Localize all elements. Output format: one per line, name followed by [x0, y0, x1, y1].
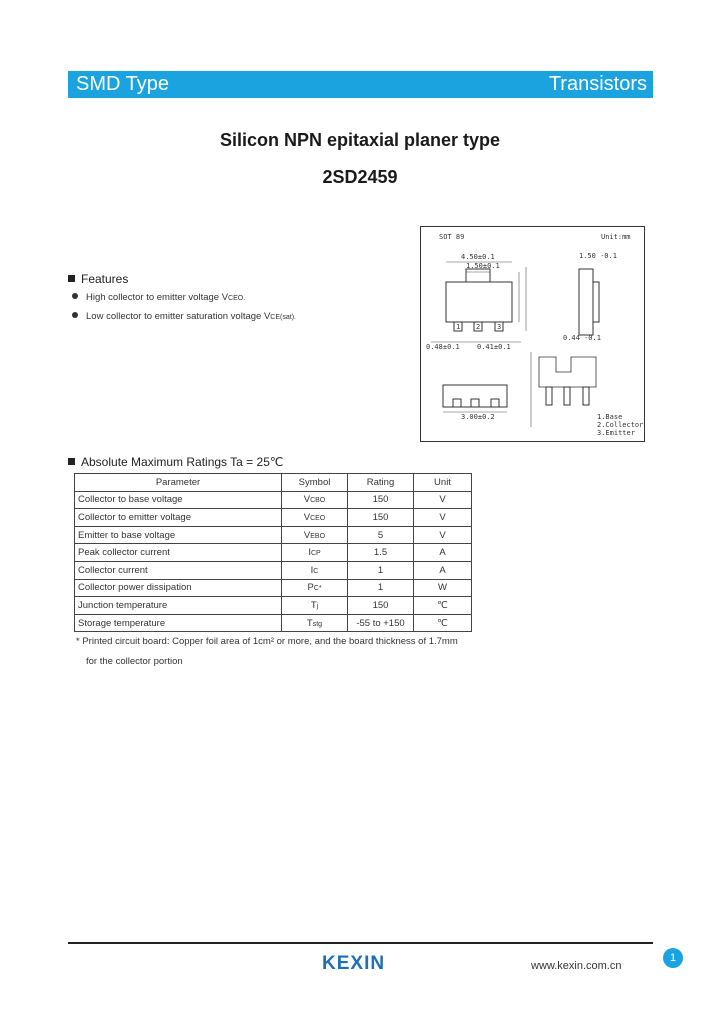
square-bullet-icon — [68, 275, 75, 282]
table-row — [75, 509, 472, 527]
parameter-cell: Collector to base voltage — [75, 491, 282, 509]
symbol-subscript: stg — [312, 620, 323, 628]
symbol-subscript: CEO — [310, 514, 326, 522]
pin-legend-1: 1.Base — [597, 413, 623, 421]
device-type-label: Transistors — [548, 73, 647, 95]
table-row — [75, 544, 472, 562]
product-category-label: SMD Type — [76, 73, 169, 95]
parameter-cell: Junction temperature — [75, 597, 282, 615]
pin-3-label: 3 — [497, 323, 502, 331]
document-title: Silicon NPN epitaxial planer type — [219, 130, 501, 150]
parameter-cell: Emitter to base voltage — [75, 526, 282, 544]
rating-cell: 150 — [348, 597, 414, 615]
parameter-cell: Collector power dissipation — [75, 579, 282, 597]
symbol-main: V — [303, 511, 311, 523]
part-number: 2SD2459 — [322, 167, 398, 187]
symbol-subscript: EBO — [310, 532, 326, 540]
table-row — [75, 579, 472, 597]
features-heading: Features — [68, 272, 128, 286]
column-header: Rating — [348, 474, 414, 492]
symbol-main: I — [308, 547, 311, 559]
rating-cell: 1 — [348, 561, 414, 579]
ratings-table — [74, 473, 472, 632]
symbol-main: T — [310, 599, 317, 611]
footnote-line-1: * Printed circuit board: Copper foil area of 1cm² or more, and the board thickness of 1.7mm — [76, 636, 458, 647]
rating-cell: 150 — [348, 509, 414, 527]
unit-cell: V — [414, 491, 472, 509]
footnote-line-2: for the collector portion — [86, 656, 183, 667]
column-header: Symbol — [282, 474, 348, 492]
table-header-row — [75, 474, 472, 492]
feature-item: High collector to emitter voltage VCEO. — [72, 292, 245, 303]
unit-cell: ℃ — [414, 614, 472, 632]
symbol-subscript: C — [313, 567, 319, 575]
pin-legend-2: 2.Collector — [597, 421, 644, 429]
parameter-cell: Peak collector current — [75, 544, 282, 562]
dim-pin-spacing: 0.48±0.1 — [426, 343, 460, 351]
symbol-cell — [282, 614, 348, 632]
symbol-main: T — [306, 617, 313, 629]
bullet-icon — [72, 312, 78, 318]
lead-form-detail — [539, 357, 596, 387]
pin-legend-3: 3.Emitter — [597, 429, 635, 437]
symbol-subscript: C* — [313, 585, 322, 593]
dim-body-width: 4.50±0.1 — [461, 253, 495, 261]
rating-cell: 5 — [348, 526, 414, 544]
parameter-cell: Collector to emitter voltage — [75, 509, 282, 527]
symbol-subscript: j — [316, 602, 319, 610]
rating-cell: 1 — [348, 579, 414, 597]
column-header: Parameter — [75, 474, 282, 492]
symbol-cell — [282, 526, 348, 544]
dim-pin-pitch: 3.00±0.2 — [461, 413, 495, 421]
package-side-view — [579, 269, 593, 335]
pin-2-label: 2 — [476, 323, 481, 331]
kexin-logo: KEXIN — [322, 953, 386, 974]
column-header: Unit — [414, 474, 472, 492]
unit-cell: ℃ — [414, 597, 472, 615]
dim-side-thickness: 1.50 -0.1 — [579, 252, 617, 260]
dim-lead-thickness: 0.44 -0.1 — [563, 334, 601, 342]
square-bullet-icon — [68, 458, 75, 465]
dim-lead-width: 0.41±0.1 — [477, 343, 511, 351]
symbol-main: P — [307, 582, 314, 594]
table-row — [75, 597, 472, 615]
symbol-subscript: CP — [310, 550, 321, 558]
rating-cell: 1.5 — [348, 544, 414, 562]
table-row — [75, 526, 472, 544]
pin-1-label: 1 — [456, 323, 461, 331]
symbol-main: V — [303, 494, 311, 506]
package-tab — [466, 269, 490, 282]
symbol-cell — [282, 579, 348, 597]
page-number-badge: 1 — [663, 948, 683, 968]
package-unit: Unit:mm — [601, 233, 631, 241]
website-url[interactable]: www.kexin.com.cn — [531, 960, 622, 972]
unit-cell: A — [414, 544, 472, 562]
package-body-top-view — [446, 282, 512, 322]
symbol-subscript: CBO — [310, 497, 326, 505]
table-row — [75, 561, 472, 579]
rating-cell: 150 — [348, 491, 414, 509]
feature-item: Low collector to emitter saturation voltage VCE(sat). — [72, 311, 296, 322]
unit-cell: V — [414, 526, 472, 544]
ratings-heading: Absolute Maximum Ratings Ta = 25℃ — [68, 455, 283, 469]
package-name: SOT 89 — [439, 233, 465, 241]
rating-cell: -55 to +150 — [348, 614, 414, 632]
footer-divider — [68, 942, 653, 944]
symbol-cell — [282, 561, 348, 579]
symbol-cell — [282, 509, 348, 527]
package-outline-diagram — [421, 227, 644, 441]
symbol-cell — [282, 491, 348, 509]
symbol-cell — [282, 597, 348, 615]
bullet-icon — [72, 293, 78, 299]
unit-cell: A — [414, 561, 472, 579]
symbol-main: V — [303, 529, 311, 541]
symbol-main: I — [310, 564, 314, 576]
unit-cell: W — [414, 579, 472, 597]
table-row — [75, 491, 472, 509]
table-row — [75, 614, 472, 632]
parameter-cell: Storage temperature — [75, 614, 282, 632]
dim-tab-width: 1.50±0.1 — [466, 262, 500, 270]
package-drawing — [420, 226, 645, 442]
symbol-cell — [282, 544, 348, 562]
unit-cell: V — [414, 509, 472, 527]
parameter-cell: Collector current — [75, 561, 282, 579]
header-banner — [68, 71, 653, 98]
